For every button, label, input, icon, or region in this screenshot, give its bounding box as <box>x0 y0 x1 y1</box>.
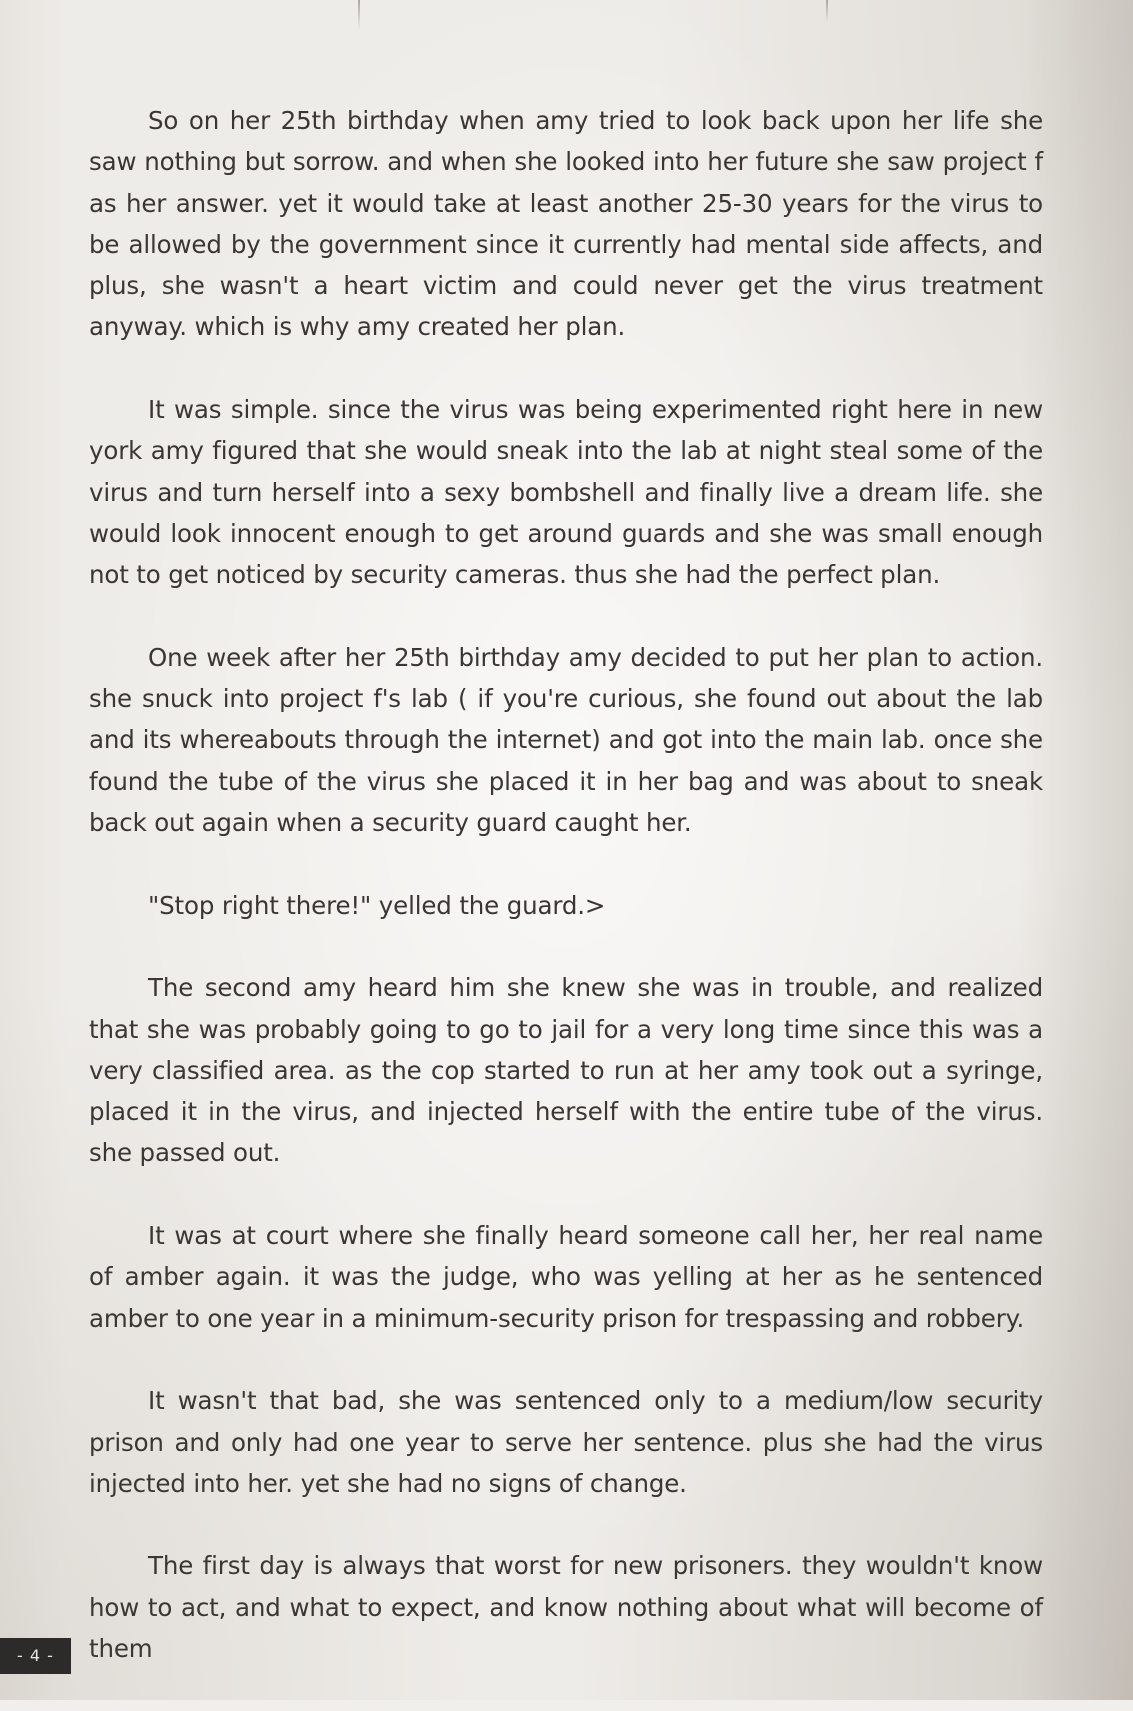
paragraph-4: "Stop right there!" yelled the guard.> <box>148 890 606 920</box>
story-text <box>89 100 1043 1711</box>
paragraph-3: One week after her 25th birthday amy decided to put her plan to action. she snuck into project f's lab ( if you're curious, she found out about the lab and its whereabouts through the internet) and got into the main lab. once she found the tube of the virus she placed it in her bag and was about to sneak back out again when a security guard caught her. <box>89 642 1043 838</box>
paragraph-7: It wasn't that bad, she was sentenced only to a medium/low security prison and only had one year to serve her sentence. plus she had the virus injected into her. yet she had no signs of change. <box>89 1386 1043 1498</box>
paper-crease-mark <box>826 0 828 22</box>
paragraph-5: The second amy heard him she knew she was in trouble, and realized that she was probably going to go to jail for a very long time since this was a very classified area. as the cop started to run at her amy took out a syringe, placed it in the virus, and injected herself with the entire tube of the virus. she passed out. <box>89 973 1043 1168</box>
paper-crease-mark <box>358 0 360 30</box>
paragraph-6: It was at court where she finally heard someone call her, her real name of amber again. it was the judge, who was yelling at her as he sentenced amber to one year in a minimum-security prison for trespassing and robbery. <box>89 1221 1043 1333</box>
paragraph-1: So on her 25th birthday when amy tried to look back upon her life she saw nothing but sorrow. and when she looked into her future she saw project f as her answer. yet it would take at least another 25-30 years for the virus to be allowed by the government since it currently had mental side affects, and plus, she wasn't a heart victim and could never get the virus treatment anyway. which is why amy created her plan. <box>89 106 1043 342</box>
paragraph-8: The first day is always that worst for new prisoners. they wouldn't know how to act, and what to expect, and know nothing about what will become of them <box>89 1551 1043 1663</box>
paragraph-2: It was simple. since the virus was being experimented right here in new york amy figured that she would sneak into the lab at night steal some of the virus and turn herself into a sexy bombshell and finally live a dream life. she would look innocent enough to get around guards and she was small enough not to get noticed by security cameras. thus she had the perfect plan. <box>89 395 1043 590</box>
page-number: - 4 - <box>0 1638 71 1674</box>
